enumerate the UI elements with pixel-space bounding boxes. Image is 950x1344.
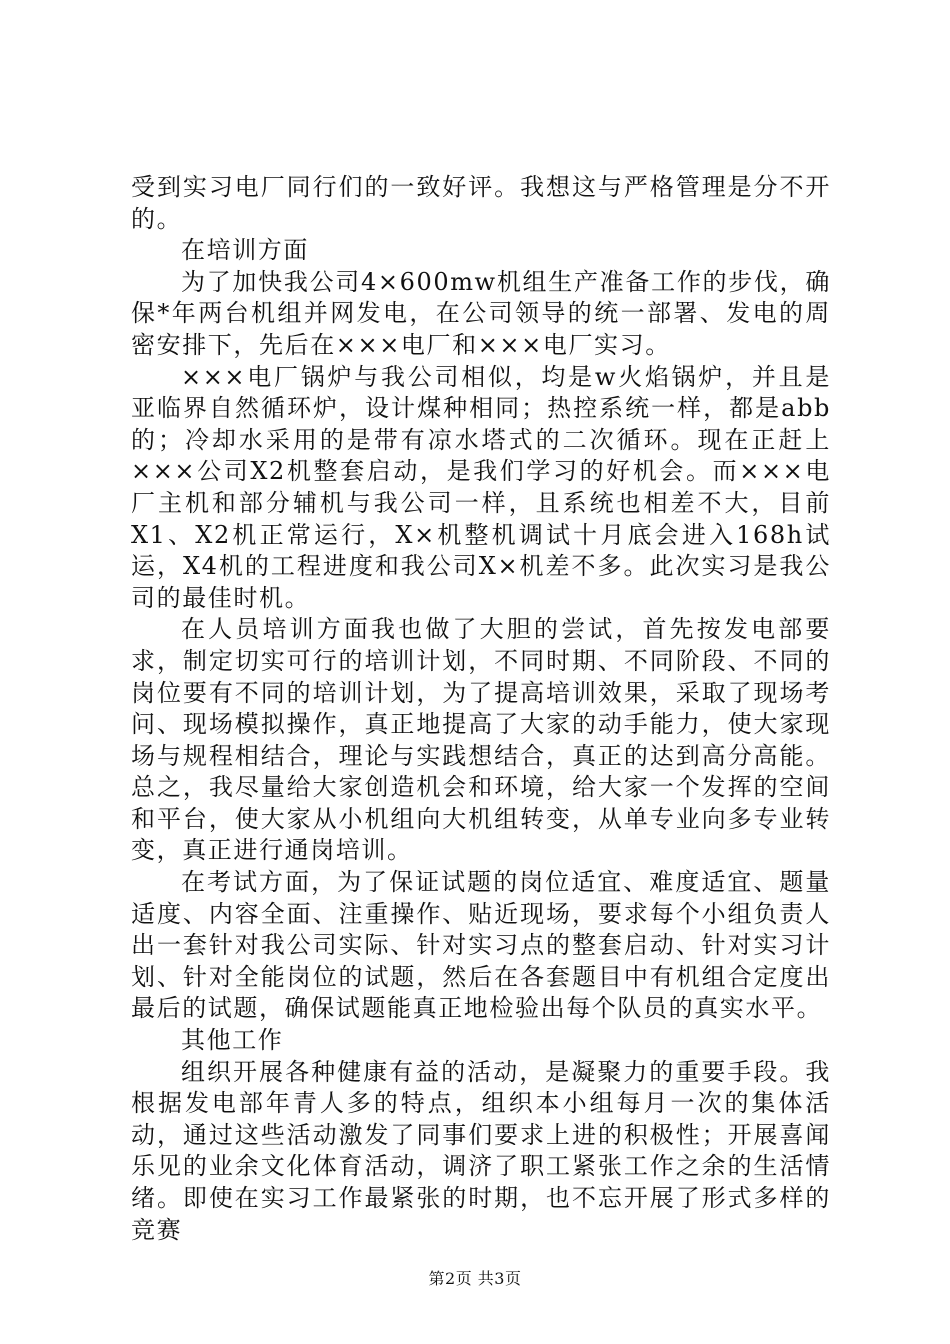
section-heading-training: 在培训方面 (181, 236, 309, 265)
section-heading-other-work: 其他工作 (181, 1026, 284, 1055)
document-body (131, 172, 831, 1246)
paragraph-personnel-training: 在人员培训方面我也做了大胆的尝试，首先按发电部要求，制定切实可行的培训计划，不同时期、不同阶段、不同的岗位要有不同的培训计划，为了提高培训效果，采取了现场考问、现场模拟操作，真正地提高了大家的动手能力，使大家现场与规程相结合，理论与实践想结合，真正的达到高分高能。总之，我尽量给大家创造机会和环境，给大家一个发挥的空间和平台，使大家从小机组向大机组转变，从单专业向多专业转变，真正进行通岗培训。 (131, 615, 831, 865)
paragraph-activities: 组织开展各种健康有益的活动，是凝聚力的重要手段。我根据发电部年青人多的特点，组织本小组每月一次的集体活动，通过这些活动激发了同事们要求上进的积极性；开展喜闻乐见的业余文化体育活动，调济了职工紧张工作之余的生活情绪。即使在实习工作最紧张的时期，也不忘开展了形式多样的竞赛 (131, 1057, 831, 1244)
paragraph-training-intro: 为了加快我公司4×600mw机组生产准备工作的步伐，确保*年两台机组并网发电，在公司领导的统一部署、发电的周密安排下，先后在×××电厂和×××电厂实习。 (131, 267, 831, 359)
paragraph-plant-comparison: ×××电厂锅炉与我公司相似，均是w火焰锅炉，并且是亚临界自然循环炉，设计煤种相同；热控系统一样，都是abb的；冷却水采用的是带有凉水塔式的二次循环。现在正赶上×××公司X2机整套启动，是我们学习的好机会。而×××电厂主机和部分辅机与我公司一样，且系统也相差不大，目前X1、X2机正常运行，X×机整机调试十月底会进入168h试运，X4机的工程进度和我公司X×机差不多。此次实习是我公司的最佳时机。 (131, 362, 831, 612)
paragraph-examination: 在考试方面，为了保证试题的岗位适宜、难度适宜、题量适度、内容全面、注重操作、贴近现场，要求每个小组负责人出一套针对我公司实际、针对实习点的整套启动、针对实习计划、针对全能岗位的试题，然后在各套题目中有机组合定度出最后的试题，确保试题能真正地检验出每个队员的真实水平。 (131, 868, 831, 1023)
paragraph-continuation: 受到实习电厂同行们的一致好评。我想这与严格管理是分不开的。 (131, 173, 831, 233)
page-number-footer: 第2页 共3页 (428, 1269, 522, 1288)
